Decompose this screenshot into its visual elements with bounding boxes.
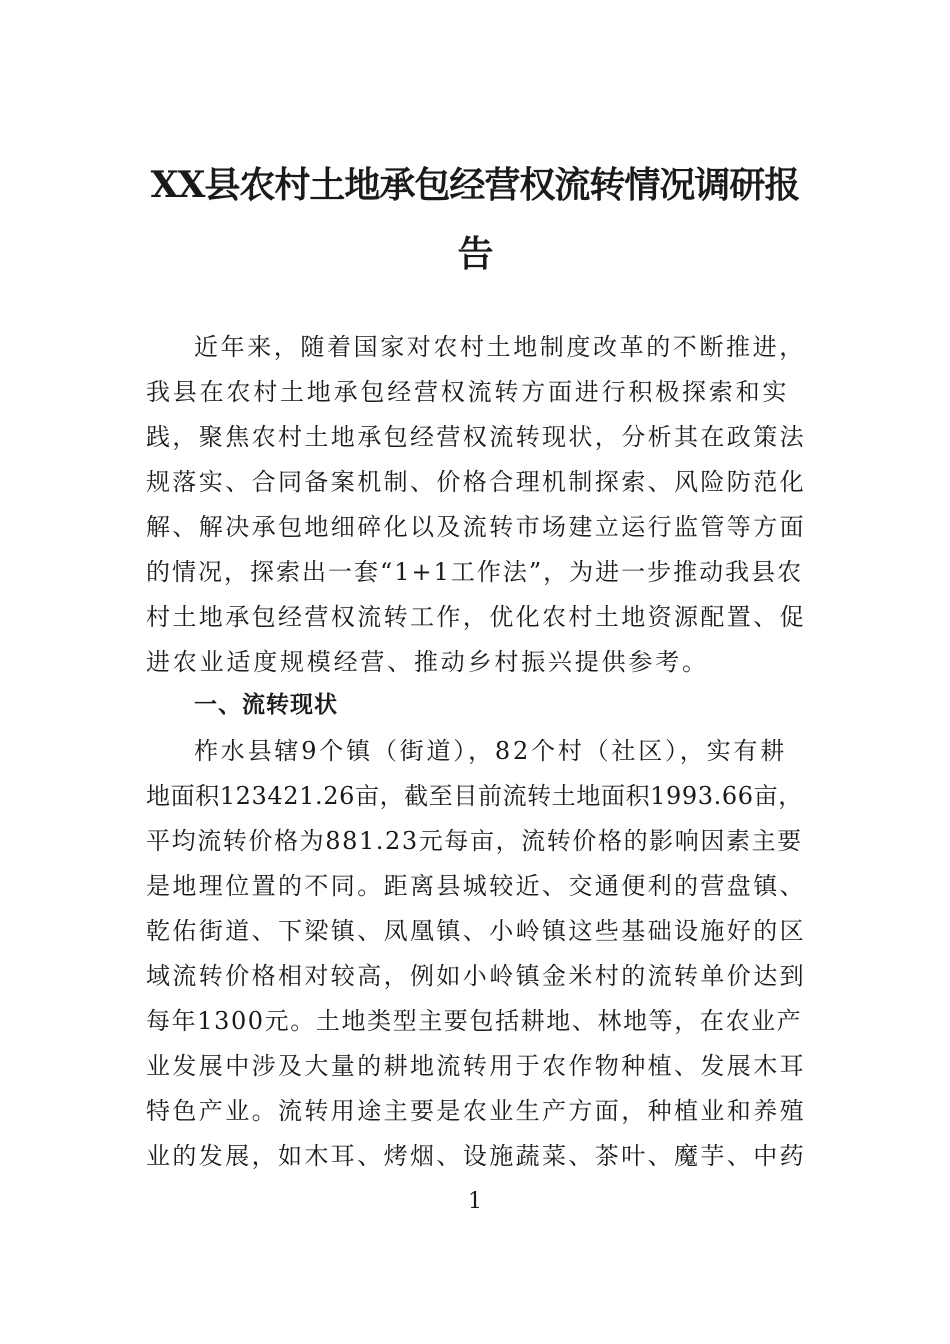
section-heading: 一、流转现状 <box>194 692 338 718</box>
document-title-line-2: 告 <box>457 233 493 275</box>
page-number: 1 <box>468 1189 482 1214</box>
intro-line-7: 村土地承包经营权流转工作，优化农村土地资源配置、促 <box>146 603 806 631</box>
document-title-line-1: XX县农村土地承包经营权流转情况调研报 <box>150 164 800 206</box>
section-line-7: 每年1300元。土地类型主要包括耕地、林地等，在农业产 <box>146 1007 803 1035</box>
section-line-2: 地面积123421.26亩，截至目前流转土地面积1993.66亩， <box>146 782 803 810</box>
section-line-9: 特色产业。流转用途主要是农业生产方面，种植业和养殖 <box>146 1097 806 1125</box>
section-line-5: 乾佑街道、下梁镇、凤凰镇、小岭镇这些基础设施好的区 <box>146 917 806 945</box>
intro-line-6: 的情况，探索出一套“1+1工作法”，为进一步推动我县农 <box>146 558 804 586</box>
intro-line-8: 进农业适度规模经营、推动乡村振兴提供参考。 <box>146 648 709 676</box>
intro-line-5: 解、解决承包地细碎化以及流转市场建立运行监管等方面 <box>146 513 806 541</box>
intro-line-1: 近年来，随着国家对农村土地制度改革的不断推进， <box>194 333 806 361</box>
intro-line-2: 我县在农村土地承包经营权流转方面进行积极探索和实 <box>146 378 790 406</box>
section-line-8: 业发展中涉及大量的耕地流转用于农作物种植、发展木耳 <box>146 1052 806 1080</box>
intro-line-3: 践，聚焦农村土地承包经营权流转现状，分析其在政策法 <box>146 423 806 451</box>
section-line-10: 业的发展，如木耳、烤烟、设施蔬菜、茶叶、魔芋、中药 <box>146 1142 806 1170</box>
section-line-3: 平均流转价格为881.23元每亩，流转价格的影响因素主要 <box>146 827 803 855</box>
section-line-6: 域流转价格相对较高，例如小岭镇金米村的流转单价达到 <box>146 962 806 990</box>
section-line-1: 柞水县辖9个镇（街道），82个村（社区），实有耕 <box>194 737 788 765</box>
intro-line-4: 规落实、合同备案机制、价格合理机制探索、风险防范化 <box>146 468 806 496</box>
section-line-4: 是地理位置的不同。距离县城较近、交通便利的营盘镇、 <box>146 872 806 900</box>
